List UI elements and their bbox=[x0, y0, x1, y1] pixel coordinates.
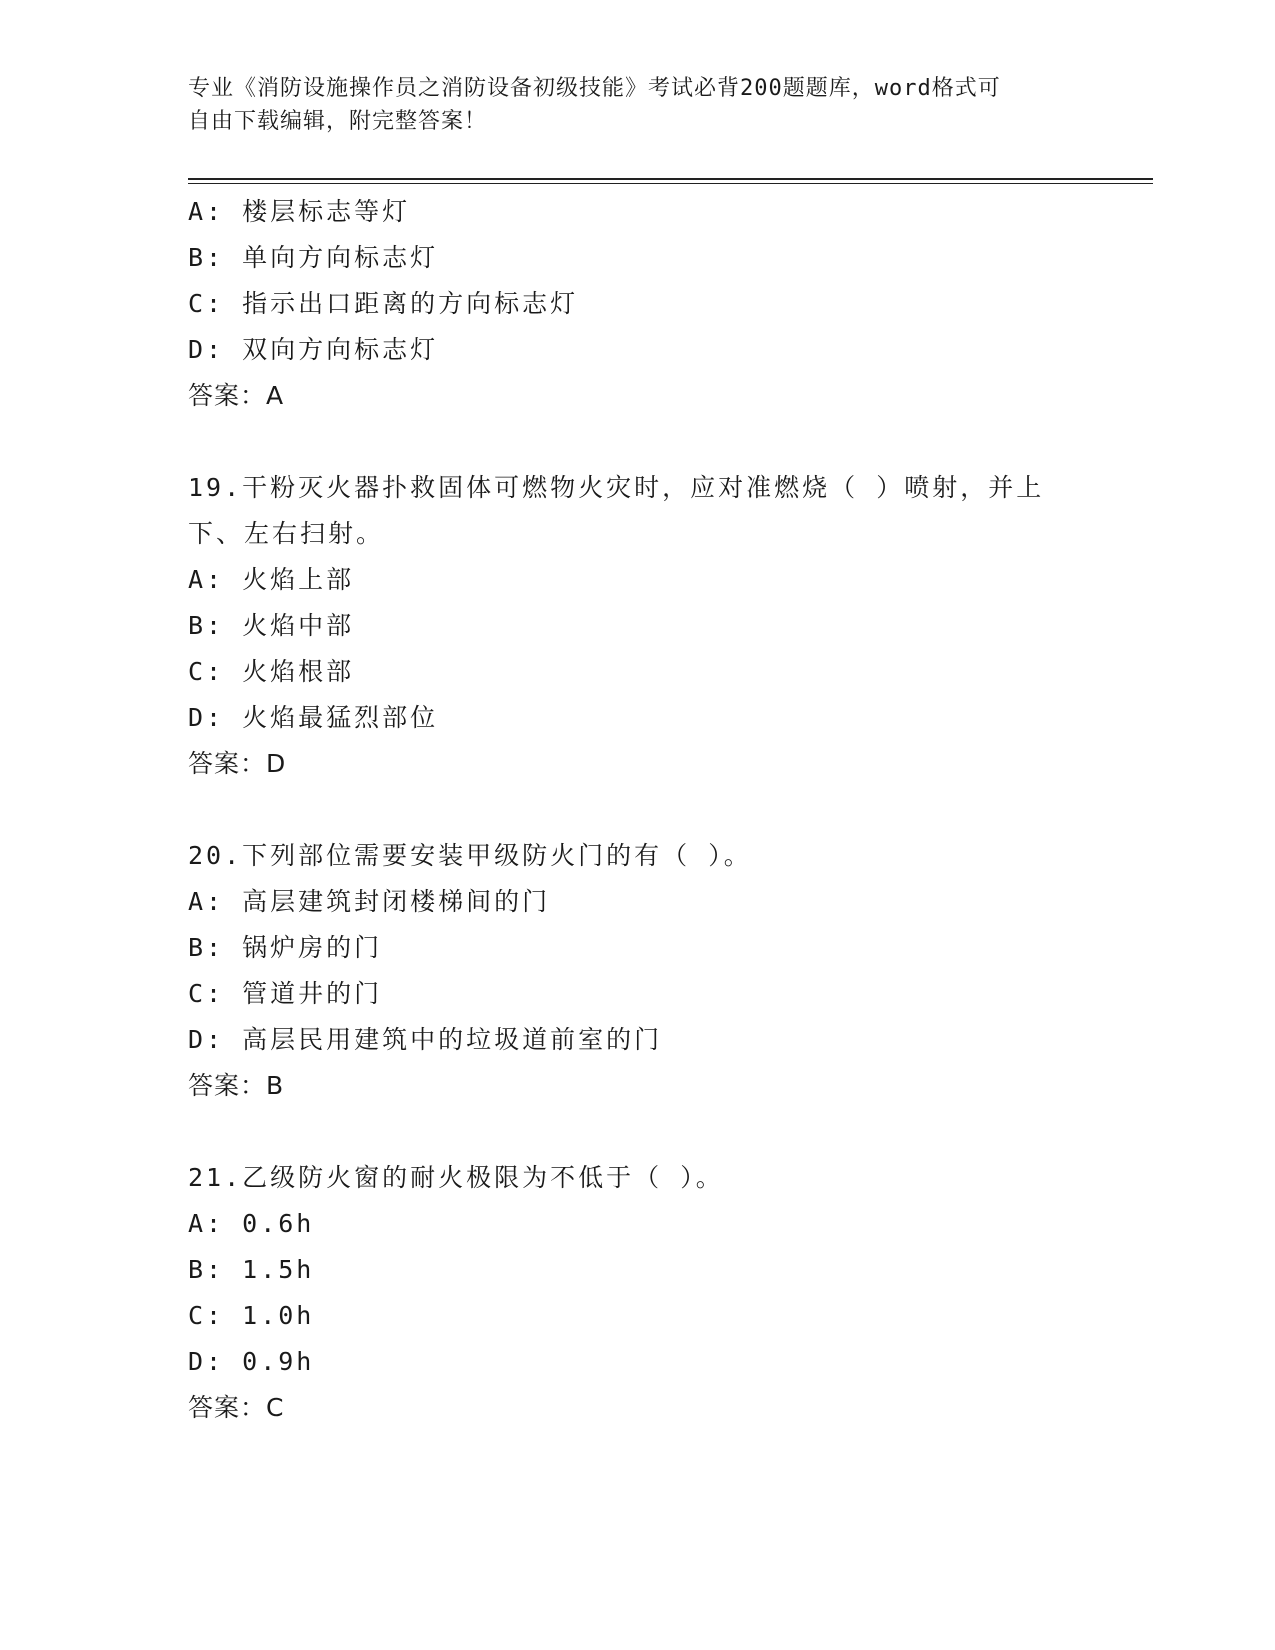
header-title-line-2: 自由下载编辑，附完整答案！ bbox=[188, 109, 488, 134]
option-c: C: 管道井的门 bbox=[188, 979, 383, 1008]
option-d: D: 双向方向标志灯 bbox=[188, 335, 439, 364]
option-a: A: 高层建筑封闭楼梯间的门 bbox=[188, 887, 551, 916]
option-b: B: 1.5h bbox=[188, 1255, 315, 1284]
question-list bbox=[188, 189, 1088, 1431]
question-block-20 bbox=[188, 833, 1088, 1109]
option-a: A: 火焰上部 bbox=[188, 565, 355, 594]
answer-line: 答案：A bbox=[188, 381, 285, 410]
option-d: D: 0.9h bbox=[188, 1347, 315, 1376]
question-text: 20.下列部位需要安装甲级防火门的有（ ）。 bbox=[188, 841, 752, 870]
question-text-line-2: 下、左右扫射。 bbox=[188, 519, 385, 548]
question-block-19 bbox=[188, 465, 1088, 787]
answer-line: 答案：C bbox=[188, 1393, 285, 1422]
option-d: D: 高层民用建筑中的垃圾道前室的门 bbox=[188, 1025, 663, 1054]
question-block-18 bbox=[188, 189, 1088, 419]
option-c: C: 火焰根部 bbox=[188, 657, 355, 686]
question-text-line-1: 19.干粉灭火器扑救固体可燃物火灾时，应对准燃烧（ ）喷射，并上 bbox=[188, 473, 1045, 502]
answer-line: 答案：D bbox=[188, 749, 287, 778]
question-block-21 bbox=[188, 1155, 1088, 1431]
option-c: C: 1.0h bbox=[188, 1301, 315, 1330]
document-header bbox=[188, 72, 1068, 138]
option-c: C: 指示出口距离的方向标志灯 bbox=[188, 289, 579, 318]
header-title-line-1: 专业《消防设施操作员之消防设备初级技能》考试必背200题题库，word格式可 bbox=[188, 76, 1001, 101]
header-divider-thin bbox=[188, 183, 1153, 184]
spacer bbox=[188, 787, 1088, 833]
option-b: B: 火焰中部 bbox=[188, 611, 355, 640]
option-a: A: 楼层标志等灯 bbox=[188, 197, 411, 226]
header-divider-thick bbox=[188, 178, 1153, 180]
option-d: D: 火焰最猛烈部位 bbox=[188, 703, 439, 732]
option-b: B: 单向方向标志灯 bbox=[188, 243, 439, 272]
option-a: A: 0.6h bbox=[188, 1209, 315, 1238]
option-b: B: 锅炉房的门 bbox=[188, 933, 383, 962]
spacer bbox=[188, 419, 1088, 465]
spacer bbox=[188, 1109, 1088, 1155]
question-text: 21.乙级防火窗的耐火极限为不低于（ ）。 bbox=[188, 1163, 724, 1192]
answer-line: 答案：B bbox=[188, 1071, 285, 1100]
